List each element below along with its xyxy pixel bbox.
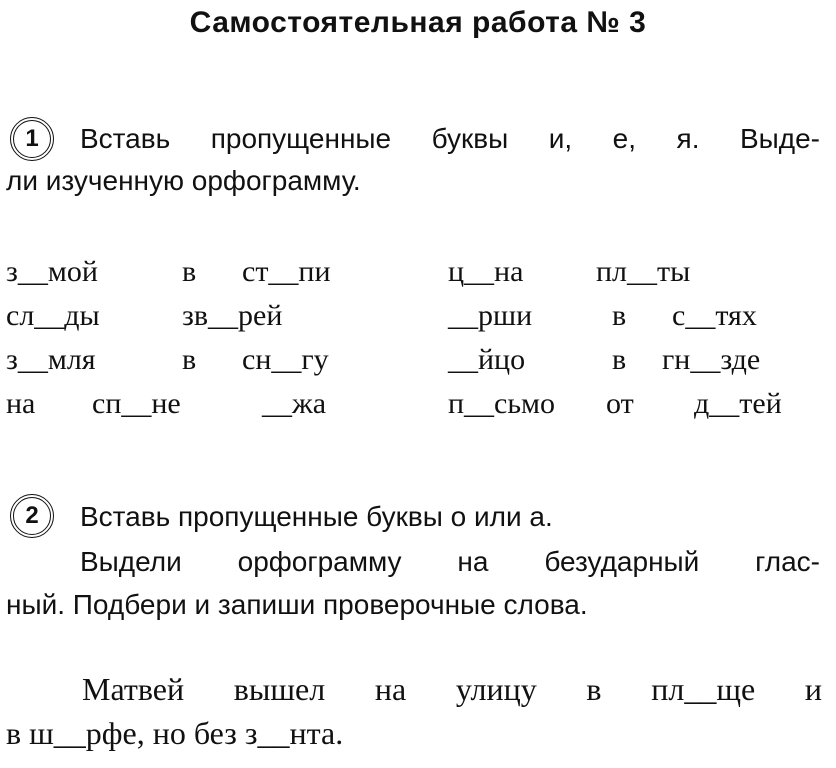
word-2-4: __рши	[448, 299, 533, 332]
word-2-1: сл__ды	[6, 299, 100, 332]
exercise-sentence-line2: в ш__рфе, но без з__нта.	[6, 715, 344, 751]
word-row-4	[6, 382, 826, 426]
word-row-1	[6, 250, 826, 294]
word-4-1: на	[6, 387, 36, 420]
task1-instruction-line2: ли изученную орфограмму.	[6, 165, 361, 196]
page-title: Самостоятельная работа № 3	[189, 6, 647, 39]
word-4-5: от	[606, 387, 634, 420]
word-3-4: __йцо	[448, 343, 526, 376]
task1-word-grid	[6, 250, 826, 426]
task-number-badge-2: 2	[10, 494, 54, 538]
word-1-3: ст__пи	[242, 255, 331, 288]
word-3-2: в	[182, 343, 197, 376]
word-4-6: д__тей	[694, 387, 782, 420]
word-row-3	[6, 338, 826, 382]
word-1-4: ц__на	[448, 255, 524, 288]
task1-instruction-line1: Вставь пропущенные буквы и, е, я. Выде-	[80, 123, 820, 154]
task2-instruction-line1: Вставь пропущенные буквы о или а.	[80, 501, 553, 532]
word-3-3: сн__гу	[242, 343, 329, 376]
word-1-2: в	[182, 255, 197, 288]
word-2-6: с__тях	[672, 299, 757, 332]
word-1-5: пл__ты	[596, 255, 691, 288]
word-4-3: __жа	[262, 387, 327, 420]
word-row-2	[6, 294, 826, 338]
exercise-sentence-line1: Матвей вышел на улицу в пл__ще и	[82, 671, 822, 707]
word-3-6: гн__зде	[662, 343, 761, 376]
word-3-5: в	[612, 343, 627, 376]
task2-instruction-line2: Выдели орфограмму на безударный глас-	[80, 546, 820, 577]
word-2-2: зв__рей	[182, 299, 283, 332]
word-3-1: з__мля	[6, 343, 96, 376]
task2-instruction-line3: ный. Подбери и запиши проверочные слова.	[6, 589, 588, 620]
word-4-2: сп__не	[92, 387, 181, 420]
word-2-5: в	[612, 299, 627, 332]
word-1-1: з__мой	[6, 255, 98, 288]
word-4-4: п__сьмо	[448, 387, 556, 420]
task-number-badge-1: 1	[10, 117, 54, 161]
